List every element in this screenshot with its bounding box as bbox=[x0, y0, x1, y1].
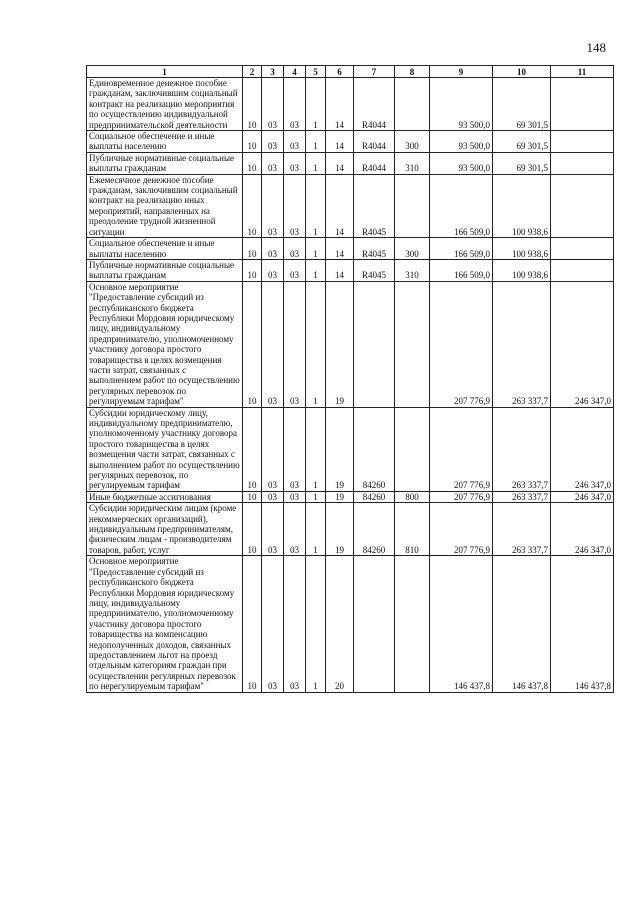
code-cell: 19 bbox=[326, 281, 354, 407]
column-header: 8 bbox=[395, 66, 430, 78]
code-cell: 310 bbox=[395, 152, 430, 174]
code-cell bbox=[354, 556, 395, 692]
amount-cell: 246 347,0 bbox=[551, 491, 614, 502]
code-cell: 20 bbox=[326, 556, 354, 692]
code-cell: 84260 bbox=[354, 407, 395, 491]
table-row bbox=[87, 503, 614, 556]
code-cell: 14 bbox=[326, 131, 354, 153]
code-cell: 03 bbox=[262, 259, 284, 281]
table-row bbox=[87, 78, 614, 131]
code-cell: 03 bbox=[262, 174, 284, 237]
code-cell: 03 bbox=[284, 281, 306, 407]
amount-cell: 69 301,5 bbox=[493, 78, 551, 131]
code-cell: 03 bbox=[262, 503, 284, 556]
code-cell: 1 bbox=[306, 259, 326, 281]
amount-cell bbox=[551, 131, 614, 153]
amount-cell: 246 347,0 bbox=[551, 281, 614, 407]
amount-cell: 166 509,0 bbox=[430, 174, 493, 237]
amount-cell bbox=[551, 174, 614, 237]
code-cell bbox=[395, 407, 430, 491]
table-header-row bbox=[87, 66, 614, 78]
code-cell: 03 bbox=[284, 259, 306, 281]
code-cell: 03 bbox=[284, 503, 306, 556]
amount-cell: 146 437,8 bbox=[493, 556, 551, 692]
code-cell: 10 bbox=[243, 259, 262, 281]
code-cell: 10 bbox=[243, 407, 262, 491]
table-row bbox=[87, 259, 614, 281]
code-cell: 1 bbox=[306, 503, 326, 556]
column-header: 3 bbox=[262, 66, 284, 78]
code-cell: 1 bbox=[306, 407, 326, 491]
code-cell: 84260 bbox=[354, 503, 395, 556]
code-cell: 1 bbox=[306, 131, 326, 153]
column-header: 10 bbox=[493, 66, 551, 78]
amount-cell: 100 938,6 bbox=[493, 259, 551, 281]
amount-cell: 207 776,9 bbox=[430, 281, 493, 407]
code-cell: 03 bbox=[262, 78, 284, 131]
column-header: 6 bbox=[326, 66, 354, 78]
code-cell bbox=[395, 78, 430, 131]
code-cell: 03 bbox=[262, 131, 284, 153]
code-cell: 14 bbox=[326, 259, 354, 281]
code-cell: 300 bbox=[395, 131, 430, 153]
amount-cell: 207 776,9 bbox=[430, 407, 493, 491]
amount-cell: 93 500,0 bbox=[430, 131, 493, 153]
code-cell: 84260 bbox=[354, 491, 395, 502]
column-header: 9 bbox=[430, 66, 493, 78]
code-cell: R4045 bbox=[354, 238, 395, 260]
code-cell: 19 bbox=[326, 503, 354, 556]
amount-cell: 166 509,0 bbox=[430, 259, 493, 281]
table-body bbox=[87, 78, 614, 693]
code-cell: 03 bbox=[262, 407, 284, 491]
code-cell: 800 bbox=[395, 491, 430, 502]
code-cell: 10 bbox=[243, 131, 262, 153]
row-name-cell: Основное мероприятие "Предоставление субсидий из республиканского бюджета Республики Мордовия юридическому лицу, индивидуальному предпринимателю, уполномоченному участнику договора простого товарищества в целях возмещения части затрат, связанных с выполнением работ по осуществлению регулярных перевозок по регулируемым тарифам" bbox=[87, 281, 243, 407]
amount-cell: 263 337,7 bbox=[493, 281, 551, 407]
amount-cell: 69 301,5 bbox=[493, 152, 551, 174]
code-cell: 03 bbox=[262, 238, 284, 260]
table-row bbox=[87, 238, 614, 260]
code-cell bbox=[395, 281, 430, 407]
code-cell: 19 bbox=[326, 407, 354, 491]
code-cell: 10 bbox=[243, 556, 262, 692]
code-cell bbox=[395, 174, 430, 237]
code-cell: 03 bbox=[284, 407, 306, 491]
row-name-cell: Ежемесячное денежное пособие гражданам, заключившим социальный контракт на реализацию иных мероприятий, направленных на преодоление трудной жизненной ситуации bbox=[87, 174, 243, 237]
table-row bbox=[87, 281, 614, 407]
row-name-cell: Публичные нормативные социальные выплаты гражданам bbox=[87, 152, 243, 174]
amount-cell: 100 938,6 bbox=[493, 174, 551, 237]
amount-cell: 263 337,7 bbox=[493, 503, 551, 556]
code-cell: R4045 bbox=[354, 174, 395, 237]
amount-cell: 263 337,7 bbox=[493, 491, 551, 502]
code-cell: R4044 bbox=[354, 152, 395, 174]
table-row bbox=[87, 152, 614, 174]
row-name-cell: Публичные нормативные социальные выплаты гражданам bbox=[87, 259, 243, 281]
code-cell: 03 bbox=[262, 491, 284, 502]
page-number: 148 bbox=[586, 40, 606, 55]
row-name-cell: Социальное обеспечение и иные выплаты населению bbox=[87, 238, 243, 260]
table-row bbox=[87, 556, 614, 692]
column-header: 2 bbox=[243, 66, 262, 78]
code-cell: 14 bbox=[326, 174, 354, 237]
code-cell: 14 bbox=[326, 152, 354, 174]
column-header: 11 bbox=[551, 66, 614, 78]
code-cell: 300 bbox=[395, 238, 430, 260]
amount-cell: 246 347,0 bbox=[551, 407, 614, 491]
row-name-cell: Иные бюджетные ассигнования bbox=[87, 491, 243, 502]
code-cell: 03 bbox=[284, 131, 306, 153]
code-cell: 1 bbox=[306, 238, 326, 260]
row-name-cell: Основное мероприятие "Предоставление субсидий из республиканского бюджета Республики Мордовия юридическому лицу, индивидуальному предпринимателю, уполномоченному участнику договора простого товарищества на компенсацию недополученных доходов, связанных предоставлением льгот на проезд отдельным категориям граждан при осуществлении регулярных перевозок по нерегулируемым тарифам" bbox=[87, 556, 243, 692]
code-cell: 03 bbox=[284, 491, 306, 502]
amount-cell: 93 500,0 bbox=[430, 152, 493, 174]
code-cell: 10 bbox=[243, 152, 262, 174]
amount-cell bbox=[551, 259, 614, 281]
code-cell: 10 bbox=[243, 491, 262, 502]
code-cell: 03 bbox=[284, 78, 306, 131]
code-cell: 03 bbox=[284, 556, 306, 692]
code-cell: 03 bbox=[262, 556, 284, 692]
row-name-cell: Субсидии юридическому лицу, индивидуальному предпринимателю, уполномоченному участнику договора простого товарищества в целях возмещения части затрат, связанных с выполнением работ по осуществлению регулярных перевозок, по регулируемым тарифам bbox=[87, 407, 243, 491]
code-cell: 10 bbox=[243, 281, 262, 407]
amount-cell: 69 301,5 bbox=[493, 131, 551, 153]
budget-table bbox=[86, 65, 614, 693]
amount-cell bbox=[551, 152, 614, 174]
table-row bbox=[87, 174, 614, 237]
amount-cell: 166 509,0 bbox=[430, 238, 493, 260]
code-cell bbox=[395, 556, 430, 692]
code-cell: R4044 bbox=[354, 78, 395, 131]
table-row bbox=[87, 491, 614, 502]
code-cell: 1 bbox=[306, 152, 326, 174]
table-row bbox=[87, 407, 614, 491]
row-name-cell: Единовременное денежное пособие гражданам, заключившим социальный контракт на реализацию мероприятия по осуществлению индивидуальной предпринимательской деятельности bbox=[87, 78, 243, 131]
code-cell: 1 bbox=[306, 78, 326, 131]
code-cell: 14 bbox=[326, 238, 354, 260]
row-name-cell: Субсидии юридическим лицам (кроме некоммерческих организаций), индивидуальным предпринимателям, физическим лицам - производителям товаров, работ, услуг bbox=[87, 503, 243, 556]
code-cell: 1 bbox=[306, 556, 326, 692]
code-cell: 1 bbox=[306, 281, 326, 407]
amount-cell: 246 347,0 bbox=[551, 503, 614, 556]
amount-cell: 146 437,8 bbox=[430, 556, 493, 692]
code-cell: 03 bbox=[284, 238, 306, 260]
column-header: 1 bbox=[87, 66, 243, 78]
code-cell: 14 bbox=[326, 78, 354, 131]
column-header: 4 bbox=[284, 66, 306, 78]
code-cell: R4044 bbox=[354, 131, 395, 153]
amount-cell: 146 437,8 bbox=[551, 556, 614, 692]
amount-cell bbox=[551, 78, 614, 131]
code-cell: 1 bbox=[306, 174, 326, 237]
column-header: 5 bbox=[306, 66, 326, 78]
code-cell: 310 bbox=[395, 259, 430, 281]
code-cell: 10 bbox=[243, 503, 262, 556]
amount-cell: 263 337,7 bbox=[493, 407, 551, 491]
code-cell: 10 bbox=[243, 174, 262, 237]
code-cell: 03 bbox=[284, 152, 306, 174]
table-row bbox=[87, 131, 614, 153]
code-cell: 10 bbox=[243, 78, 262, 131]
code-cell: 03 bbox=[262, 152, 284, 174]
code-cell: 03 bbox=[284, 174, 306, 237]
code-cell: 19 bbox=[326, 491, 354, 502]
code-cell: 10 bbox=[243, 238, 262, 260]
code-cell: R4045 bbox=[354, 259, 395, 281]
code-cell: 03 bbox=[262, 281, 284, 407]
amount-cell: 207 776,9 bbox=[430, 491, 493, 502]
amount-cell: 100 938,6 bbox=[493, 238, 551, 260]
column-header: 7 bbox=[354, 66, 395, 78]
row-name-cell: Социальное обеспечение и иные выплаты населению bbox=[87, 131, 243, 153]
code-cell bbox=[354, 281, 395, 407]
amount-cell bbox=[551, 238, 614, 260]
amount-cell: 93 500,0 bbox=[430, 78, 493, 131]
code-cell: 810 bbox=[395, 503, 430, 556]
code-cell: 1 bbox=[306, 491, 326, 502]
amount-cell: 207 776,9 bbox=[430, 503, 493, 556]
